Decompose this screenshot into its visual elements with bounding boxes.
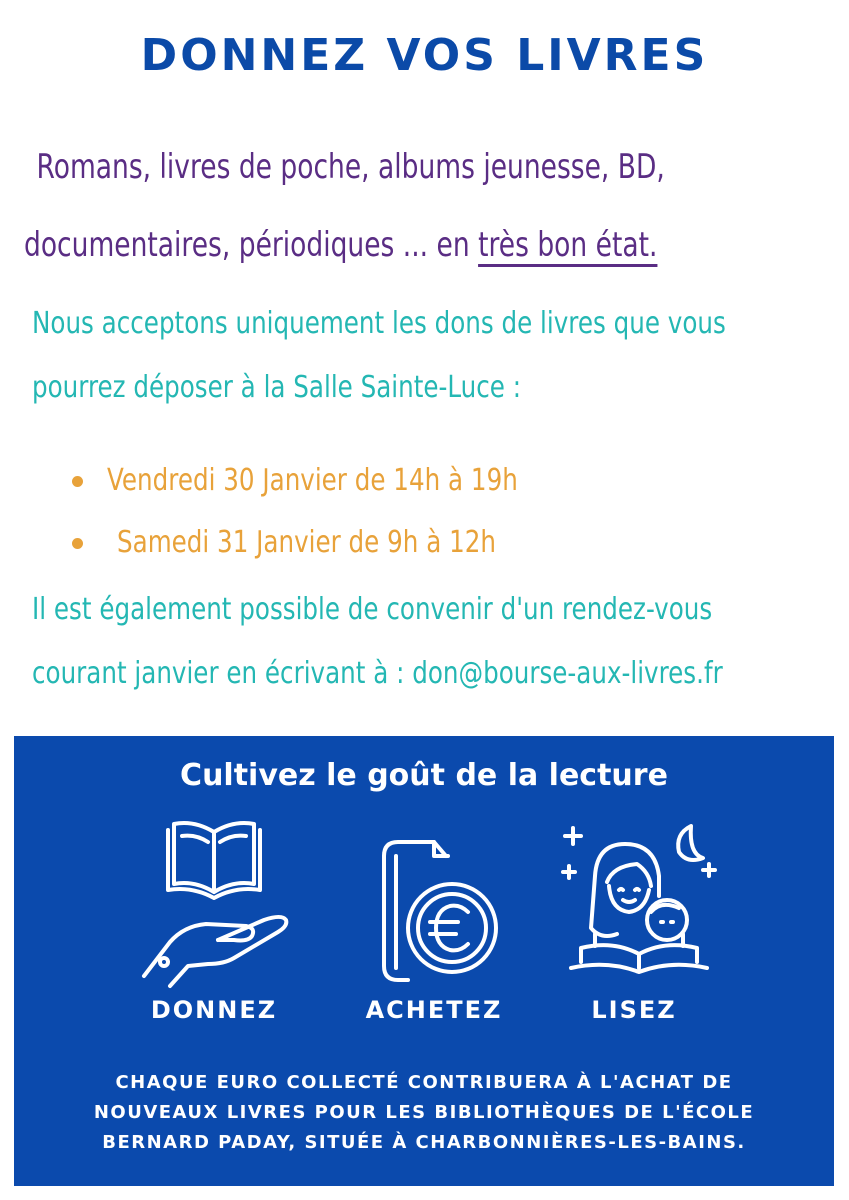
date-friday: Vendredi 30 Janvier de 14h à 19h bbox=[107, 463, 518, 498]
dates-list bbox=[72, 450, 608, 574]
footer-line-2: NOUVEAUX LIVRES POUR LES BIBLIOTHÈQUES DE L'ÉCOLE bbox=[93, 1102, 755, 1123]
label-achetez: ACHETEZ bbox=[365, 996, 503, 1024]
intro-line-2 bbox=[24, 206, 835, 284]
bullet-icon bbox=[72, 476, 83, 487]
condition-emphasis: très bon état. bbox=[478, 225, 658, 265]
labels-row bbox=[14, 996, 834, 1036]
acceptance-line-1: Nous acceptons uniquement les dons de livres que vous bbox=[32, 306, 726, 341]
intro-line-2-prefix: documentaires, périodiques ... en bbox=[24, 225, 479, 265]
bullet-icon bbox=[72, 538, 83, 549]
date-saturday: Samedi 31 Janvier de 9h à 12h bbox=[117, 525, 496, 560]
acceptance-text bbox=[32, 292, 786, 420]
appointment-text bbox=[32, 578, 819, 706]
appointment-line-1: Il est également possible de convenir d'un rendez-vous bbox=[32, 592, 713, 627]
book-in-hand-icon bbox=[134, 816, 314, 996]
label-lisez: LISEZ bbox=[591, 996, 677, 1024]
appointment-line-2: courant janvier en écrivant à : don@bourse-aux-livres.fr bbox=[32, 656, 723, 691]
book-euro-icon bbox=[364, 816, 514, 996]
acceptance-line-2: pourrez déposer à la Salle Sainte-Luce : bbox=[32, 370, 522, 405]
intro-text bbox=[24, 128, 835, 284]
icons-row bbox=[14, 816, 834, 1006]
intro-line-1: Romans, livres de poche, albums jeunesse, BD, bbox=[36, 147, 665, 187]
footer-line-3: BERNARD PADAY, SITUÉE À CHARBONNIÈRES-LES-BAINS. bbox=[102, 1132, 746, 1153]
mother-child-reading-icon bbox=[559, 816, 719, 996]
footer-line-1: CHAQUE EURO COLLECTÉ CONTRIBUERA À L'ACHAT DE bbox=[115, 1072, 733, 1093]
panel-title: Cultivez le goût de la lecture bbox=[180, 758, 668, 793]
page-title: DONNEZ VOS LIVRES bbox=[140, 30, 709, 81]
footer-text bbox=[14, 1068, 834, 1158]
list-item bbox=[72, 450, 608, 512]
list-item bbox=[72, 512, 608, 574]
info-panel bbox=[14, 736, 834, 1186]
label-donnez: DONNEZ bbox=[150, 996, 278, 1024]
